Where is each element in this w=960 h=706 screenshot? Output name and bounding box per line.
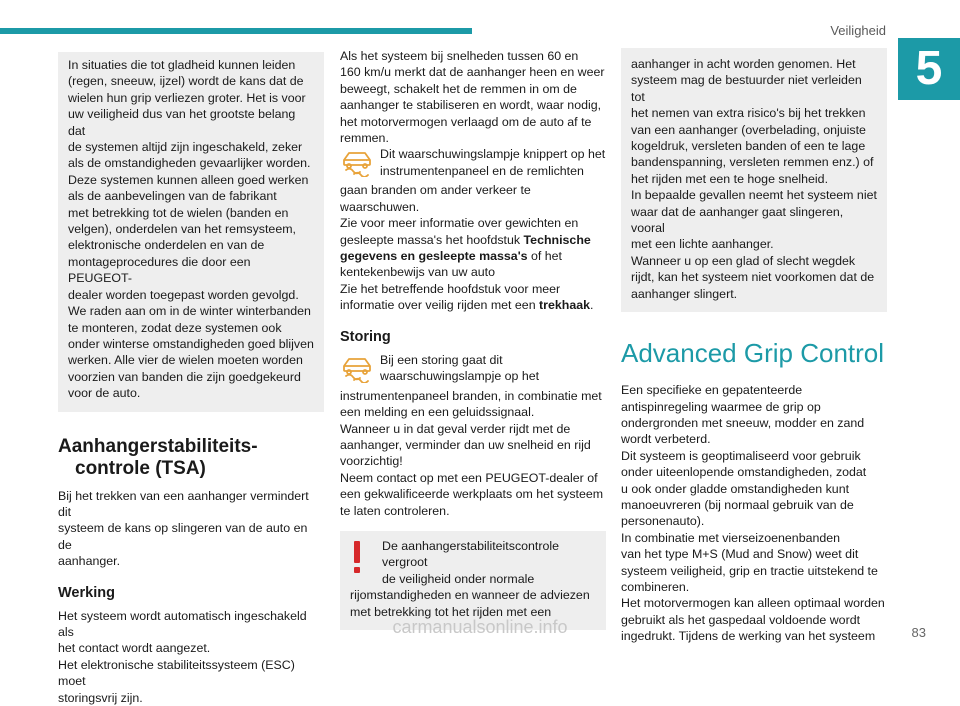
text-line: met een lichte aanhanger. — [631, 237, 774, 252]
text-line: Wanneer u op een glad of slecht wegdek — [631, 253, 856, 268]
text-line: wordt verbeterd. — [621, 432, 711, 447]
text-line: ingedrukt. Tijdens de werking van het systeem — [621, 629, 876, 644]
text-line: ondergronden met sneeuw, modder en zand — [621, 415, 865, 430]
section-name: Veiligheid — [830, 23, 886, 38]
text-line: aanhanger, verminder dan uw snelheid en rijd — [340, 437, 591, 452]
text-line: Een specifieke en gepatenteerde — [621, 383, 803, 398]
storing-lamp-row — [340, 352, 606, 388]
text-line: waar dat de aanhanger gaat slingeren, vooral — [631, 204, 844, 236]
lamp-text-continued — [340, 182, 606, 231]
text-line: aanhanger slingert. — [631, 286, 738, 301]
alert-box — [340, 531, 606, 630]
text-line: een melding en een geluidssignaal. — [340, 405, 535, 420]
text-line: kentekenbewijs van uw auto — [340, 265, 495, 280]
text-line: montageprocedures die door een PEUGEOT- — [68, 254, 251, 286]
text-line: Bij een storing gaat dit — [380, 352, 503, 367]
text-line: instrumentenpaneel en de remlichten — [380, 163, 584, 178]
text-line: storingsvrij zijn. — [58, 690, 143, 705]
text-line: combineren. — [621, 579, 690, 594]
text-line: aanhanger. — [58, 554, 121, 569]
trekhaak-link: trekhaak — [539, 298, 591, 313]
text-line: Zie voor meer informatie over gewichten en — [340, 216, 579, 231]
text-line: u ook onder gladde omstandigheden kunt — [621, 481, 850, 496]
text-line: velgen), onderdelen van het remsysteem, — [68, 222, 296, 237]
text-line: met betrekking tot het rijden met een — [350, 604, 552, 619]
trekhaak-line — [340, 297, 606, 313]
text-line: instrumentenpaneel branden, in combinatie met — [340, 388, 602, 403]
storing-heading: Storing — [340, 328, 391, 345]
text-line: beweegt, schakelt het de remmen in om de — [340, 81, 577, 96]
text-line: als de omstandigheden gevaarlijker worden. — [68, 156, 311, 171]
text-line: onder winterse omstandigheden goed blijven — [68, 336, 314, 351]
agc-paragraph — [621, 382, 887, 645]
text-line: dealer worden toegepast worden gevolgd. — [68, 287, 299, 302]
info-box-grip — [58, 52, 324, 412]
text-line: wielen hun grip verliezen groter. Het is voor — [68, 90, 306, 105]
text-line: In combinatie met vierseizoenenbanden — [621, 530, 841, 545]
text-line: Zie het betreffende hoofdstuk voor meer — [340, 281, 561, 296]
text-line: bandenspanning, versleten remmen enz.) of — [631, 155, 874, 170]
text-line: In situaties die tot gladheid kunnen leiden — [68, 58, 296, 72]
text-line: het contact wordt aangezet. — [58, 641, 211, 656]
tech-data-line2 — [340, 248, 606, 264]
trekhaak-after: . — [590, 298, 594, 313]
info-box-tsa-continued — [621, 48, 887, 312]
text-line: 160 km/u merkt dat de aanhanger heen en weer — [340, 65, 605, 80]
tsa-operation-paragraph — [340, 48, 606, 146]
alert-text-first — [350, 538, 596, 587]
text-line: gebruikt als het gaspedaal voldoende wordt — [621, 612, 861, 627]
chapter-number-tab: 5 — [898, 38, 960, 100]
text-line: personenauto). — [621, 514, 705, 529]
text-line: elektronische onderdelen en van de — [68, 238, 265, 253]
storing-text — [340, 388, 606, 519]
text-line: gesleepte massa's het hoofdstuk — [340, 232, 524, 247]
text-line: Het motorvermogen kan alleen optimaal worden — [621, 596, 885, 611]
agc-title: Advanced Grip Control — [621, 338, 885, 369]
text-line: Dit waarschuwingslampje knippert op het — [380, 147, 606, 162]
text-line: het nemen van extra risico's bij het trekken — [631, 106, 866, 121]
watermark: carmanualsonline.info — [392, 617, 568, 637]
tech-rest — [340, 264, 606, 297]
lamp-text — [380, 146, 606, 179]
text-line: als de aanbevelingen van de fabrikant — [68, 189, 277, 204]
text-line: We raden aan om in de winter winterbanden — [68, 304, 311, 319]
text-line: met betrekking tot de wielen (banden en — [68, 205, 289, 220]
tech-data-line — [340, 232, 606, 248]
text-line: Neem contact op met een PEUGEOT-dealer of — [340, 470, 598, 485]
text-line: voorzichtig! — [340, 454, 403, 469]
tsa-section-title — [58, 436, 324, 480]
text-line: uw veiligheid dus van het grootste belang dat — [68, 107, 296, 138]
alert-text-rest — [350, 587, 596, 620]
text-line: systeem veiligheid, grip en tractie uitstekend te — [621, 563, 878, 578]
text-line: te monteren, zodat deze systemen ook — [68, 320, 282, 335]
exclamation-icon — [350, 539, 364, 575]
text-line: het rijden met een te hoge snelheid. — [631, 171, 829, 186]
text-line: waarschuwen. — [340, 199, 420, 214]
text-line: gaan branden om ander verkeer te — [340, 183, 531, 198]
text-line: kogeldruk, versleten banden of een te lage — [631, 139, 866, 154]
text-line: (regen, sneeuw, ijzel) wordt de kans dat de — [68, 74, 304, 89]
text-line: In bepaalde gevallen neemt het systeem niet — [631, 188, 877, 203]
column-right — [621, 48, 887, 645]
text-line: De aanhangerstabiliteitscontrole vergroot — [382, 538, 560, 570]
column-left — [58, 52, 324, 706]
header-accent-bar — [0, 28, 472, 34]
text-line: werken. Alle vier de wielen moeten worden — [68, 353, 303, 368]
lamp-row — [340, 146, 606, 182]
text-line: Het systeem wordt automatisch ingeschakeld als — [58, 608, 307, 639]
text-line: Wanneer u in dat geval verder rijdt met de — [340, 421, 571, 436]
tsa-intro-paragraph — [58, 488, 324, 570]
text-line: aanhanger te stabiliseren en wordt, waar nodig, — [340, 98, 602, 113]
text-line: Het elektronische stabiliteitssysteem (ESC) moet — [58, 657, 295, 689]
text-line: te laten controleren. — [340, 503, 450, 518]
trekhaak-before: informatie over veilig rijden met een — [340, 298, 540, 313]
text-line: een gekwalificeerde werkplaats om het systeem — [340, 487, 604, 502]
text-line: de systemen altijd zijn ingeschakeld, zeker — [68, 140, 303, 155]
page-number: 83 — [911, 625, 926, 640]
text-line: voorzien van banden die zijn goedgekeurd — [68, 369, 301, 384]
text-line: aanhanger in acht worden genomen. Het — [631, 57, 856, 71]
text-line: van een aanhanger (overbelading, onjuiste — [631, 122, 866, 137]
text-line: Dit systeem is geoptimaliseerd voor gebruik — [621, 448, 861, 463]
text-line: rijdt, kan het systeem niet voorkomen dat de — [631, 270, 875, 285]
text-line: manoeuvreren (bij normaal gebruik van de — [621, 497, 854, 512]
text-line: systeem de kans op slingeren van de auto en de — [58, 521, 308, 552]
text-line: Deze systemen kunnen alleen goed werken — [68, 172, 309, 187]
text-line: onder uiteenlopende omstandigheden, zodat — [621, 465, 867, 480]
text-line: van het type M+S (Mud and Snow) weet dit — [621, 547, 859, 562]
storing-icon-text — [380, 352, 606, 385]
tech-data-link-part1: Technische — [523, 232, 591, 247]
trailer-sway-warning-icon — [340, 353, 374, 383]
text-line: systeem mag de bestuurder niet verleiden tot — [631, 73, 862, 104]
text-line: remmen. — [340, 131, 389, 146]
text-line: voor de auto. — [68, 386, 141, 401]
tsa-title-line2: controle (TSA) — [75, 457, 206, 479]
text-line: Als het systeem bij snelheden tussen 60 en — [340, 49, 579, 63]
text-line: waarschuwingslampje op het — [380, 369, 540, 384]
text-line: het motorvermogen verlaagd om de auto af te — [340, 114, 592, 129]
text-line: Bij het trekken van een aanhanger vermindert dit — [58, 488, 309, 519]
tsa-title-line1: Aanhangerstabiliteits- — [58, 435, 258, 457]
column-middle — [340, 48, 606, 630]
tech-after-text: of het — [527, 249, 562, 264]
tech-data-link-part2: gegevens en gesleepte massa's — [340, 249, 528, 264]
text-line: antispinregeling waarmee de grip op — [621, 399, 821, 414]
text-line: rijomstandigheden en wanneer de adviezen — [350, 588, 590, 603]
werking-heading: Werking — [58, 584, 115, 601]
trailer-sway-warning-icon — [340, 147, 374, 177]
text-line: de veiligheid onder normale — [382, 571, 535, 586]
